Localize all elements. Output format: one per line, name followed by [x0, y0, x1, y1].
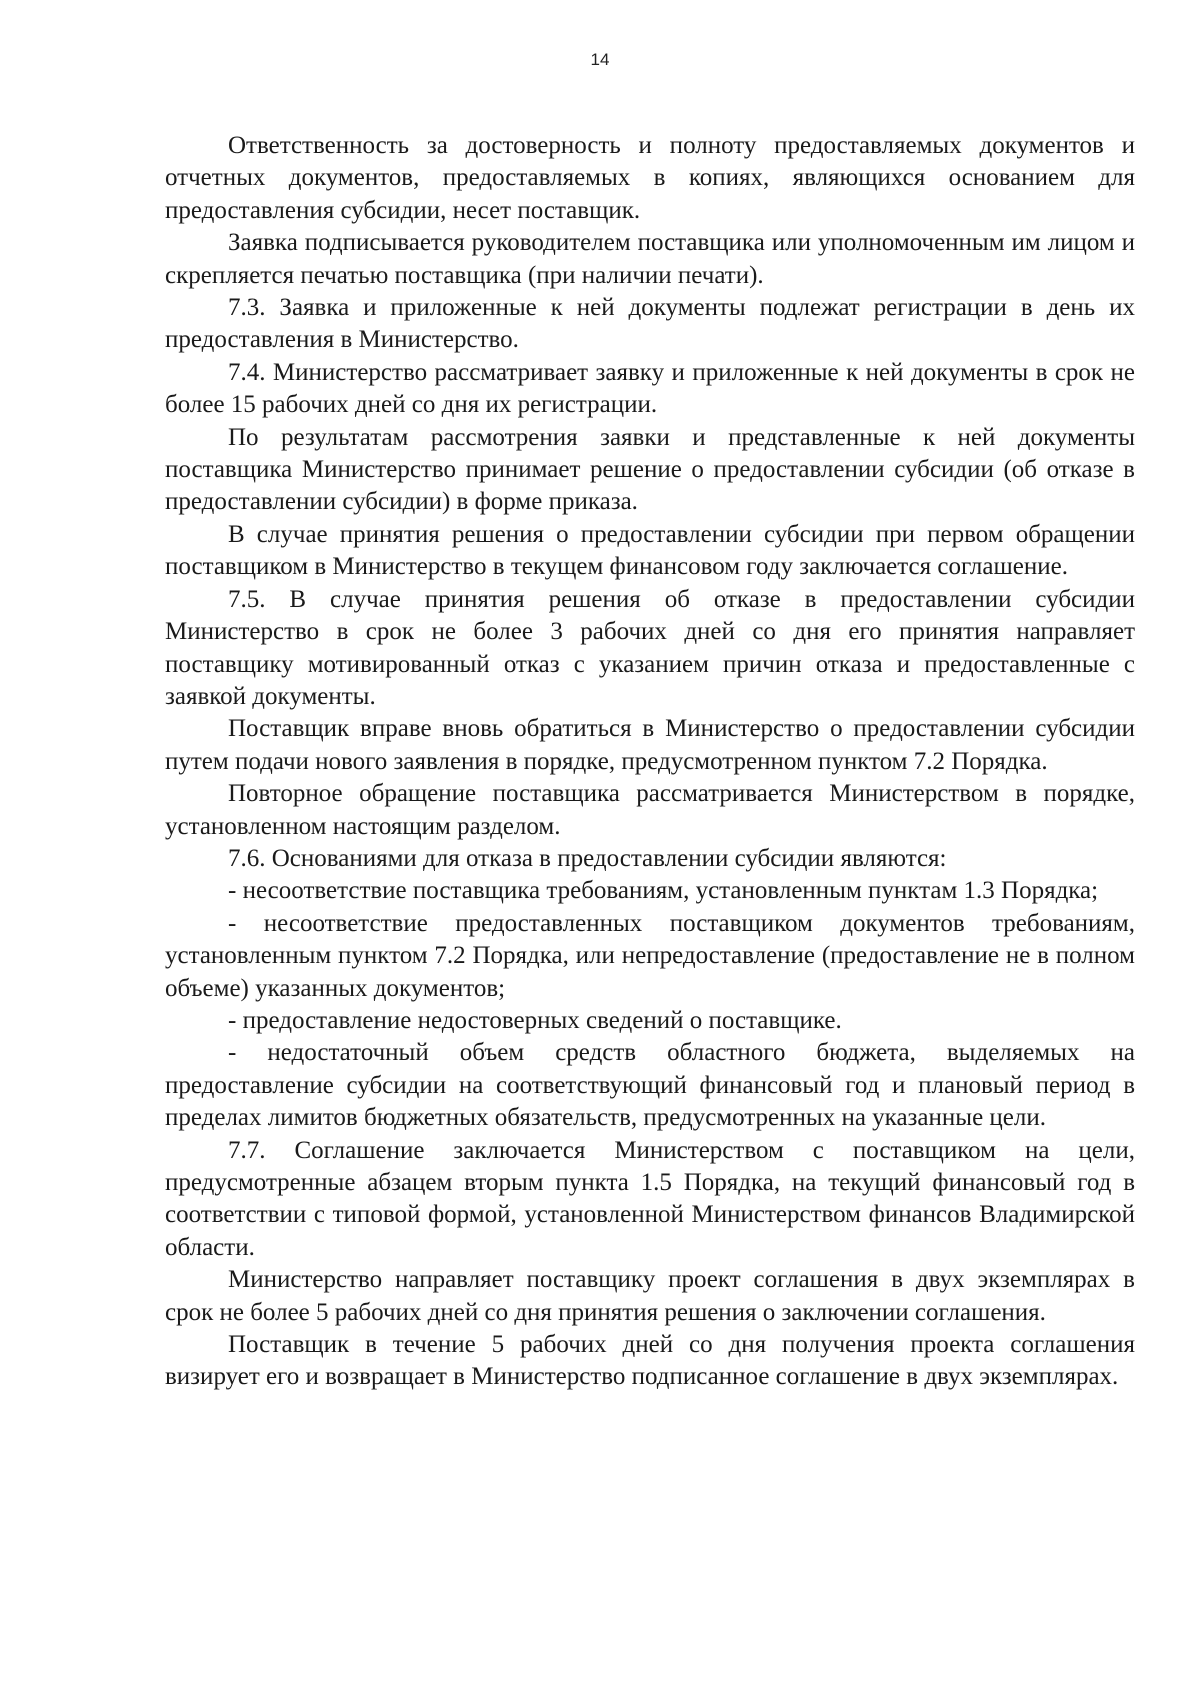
paragraph-7-5: 7.5. В случае принятия решения об отказе в предоставлении субсидии Министерство в срок не более 3 рабочих дней со дня его принятия направляет поставщику мотивированный отказ с указанием причин отказа и предоставленные с заявкой документы.: [165, 585, 1135, 710]
list-item-insufficient-funds: - недостаточный объем средств областного бюджета, выделяемых на предоставление субсидии на соответствующий финансовый год и плановый период в пределах лимитов бюджетных обязательств, предусмотренных на указанные цели.: [165, 1039, 1135, 1132]
list-item-noncompliance: - несоответствие поставщика требованиям, установленным пунктам 1.3 Порядка;: [228, 877, 1099, 905]
paragraph-responsibility: Ответственность за достоверность и полноту предоставляемых документов и отчетных документов, предоставляемых в копиях, являющихся основанием для предоставления субсидии, несет поставщик.: [165, 132, 1135, 224]
list-item-documents: - несоответствие предоставленных поставщиком документов требованиям, установленным пунктом 7.2 Порядка, или непредоставление (предоставление не в полном объеме) указанных документов;: [165, 909, 1135, 1002]
paragraph-7-6: 7.6. Основаниями для отказа в предоставлении субсидии являются:: [228, 844, 947, 872]
paragraph-agreement-conclusion: В случае принятия решения о предоставлении субсидии при первом обращении поставщиком в Министерство в текущем финансовом году заключается соглашение.: [165, 520, 1135, 581]
paragraph-application-signing: Заявка подписывается руководителем поставщика или уполномоченным им лицом и скрепляется печатью поставщика (при наличии печати).: [165, 229, 1135, 289]
paragraph-review-results: По результатам рассмотрения заявки и представленные к ней документы поставщика Министерство принимает решение о предоставлении субсидии (об отказе в предоставлении субсидии) в форме приказа.: [165, 423, 1135, 516]
paragraph-7-4: 7.4. Министерство рассматривает заявку и приложенные к ней документы в срок не более 15 рабочих дней со дня их регистрации.: [165, 358, 1135, 419]
paragraph-7-3: 7.3. Заявка и приложенные к ней документы подлежат регистрации в день их предоставления в Министерство.: [165, 294, 1135, 354]
paragraph-reapply: Поставщик вправе вновь обратиться в Министерство о предоставлении субсидии путем подачи нового заявления в порядке, предусмотренном пунктом 7.2 Порядка.: [165, 715, 1135, 775]
list-item-false-info: - предоставление недостоверных сведений о поставщике.: [228, 1006, 842, 1034]
page-number: 14: [590, 50, 610, 69]
paragraph-return-signed: Поставщик в течение 5 рабочих дней со дня получения проекта соглашения визирует его и возвращает в Министерство подписанное соглашение в двух экземплярах.: [165, 1331, 1135, 1391]
paragraph-7-7: 7.7. Соглашение заключается Министерством с поставщиком на цели, предусмотренные абзацем вторым пункта 1.5 Порядка, на текущий финансовый год в соответствии с типовой формой, установленной Министерством финансов Владимирской области.: [165, 1136, 1135, 1261]
document-body: [165, 130, 1135, 1394]
paragraph-repeat-review: Повторное обращение поставщика рассматривается Министерством в порядке, установленном настоящим разделом.: [165, 780, 1135, 840]
paragraph-draft-agreement: Министерство направляет поставщику проект соглашения в двух экземплярах в срок не более 5 рабочих дней со дня принятия решения о заключении соглашения.: [165, 1266, 1135, 1326]
